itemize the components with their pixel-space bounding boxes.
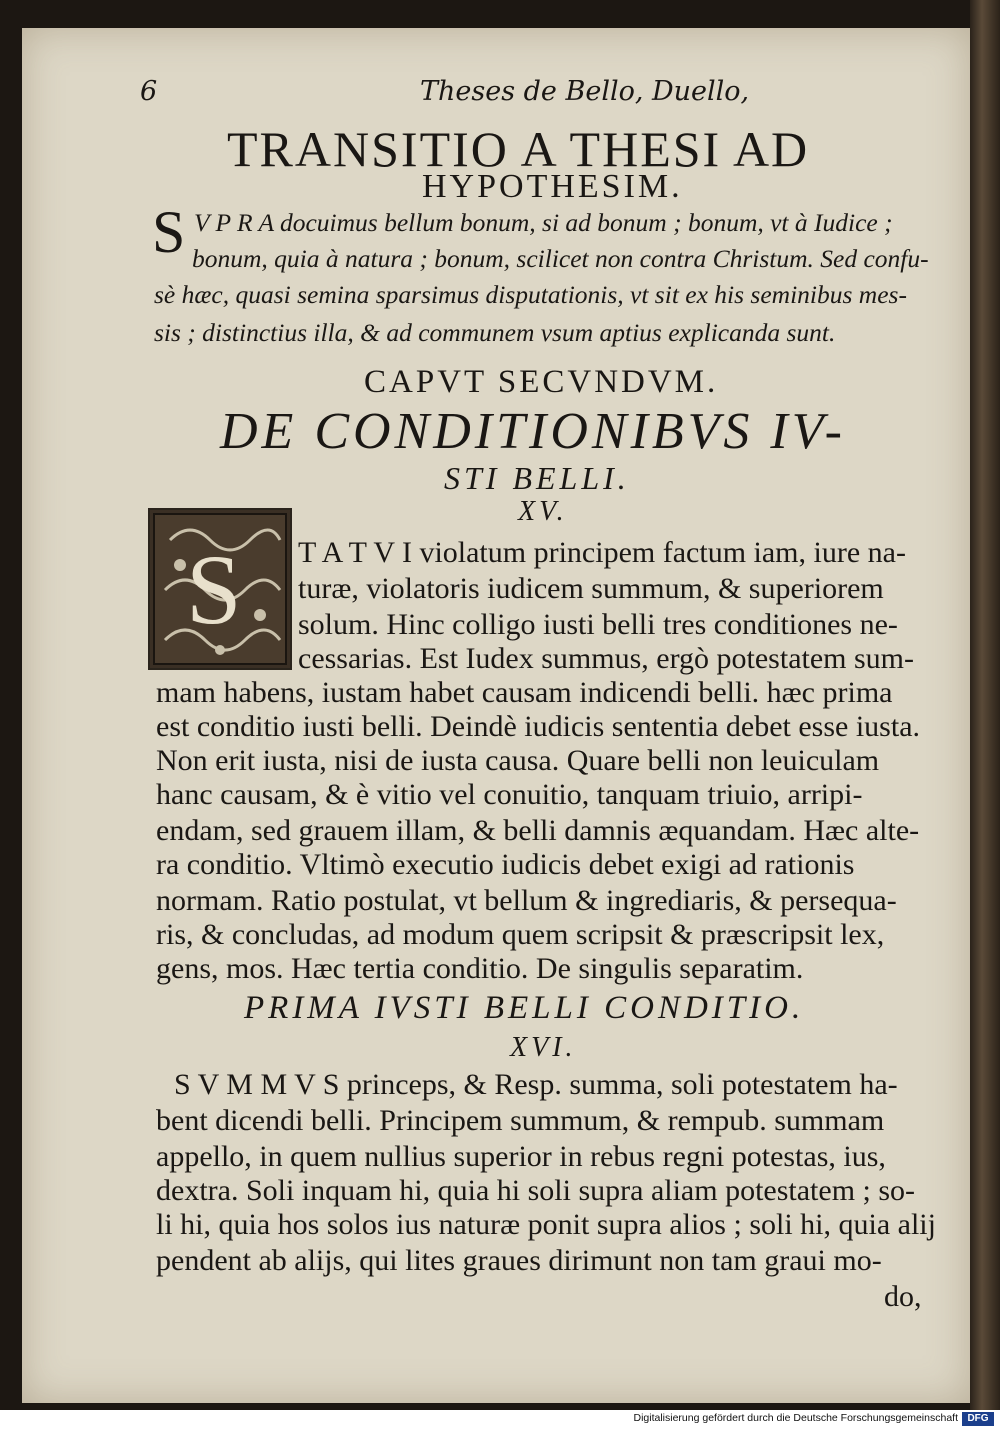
ornamental-initial-s <box>148 508 292 670</box>
running-head-title: Theses de Bello, Duello, <box>420 76 750 107</box>
ornamental-initial-letter: S <box>186 534 242 645</box>
footer-credit-text: Digitalisierung gefördert durch die Deutsche Forschungsgemeinschaft <box>633 1412 958 1424</box>
chapter-title-line2: STI BELLI. <box>444 460 630 496</box>
section-line-4: dextra. Soli inquam hi, quia hi soli supra aliam potestatem ; so- <box>156 1174 916 1207</box>
chapter-line-9: endam, sed grauem illam, & belli damnis æquandam. Hæc alte- <box>156 814 920 847</box>
chapter-line-13: gens, mos. Hæc tertia conditio. De singulis separatim. <box>156 952 804 985</box>
catchword: do, <box>884 1280 922 1313</box>
section-line-5: li hi, quia hos solos ius naturæ ponit supra alios ; soli hi, quia alij <box>156 1208 936 1241</box>
chapter-line-6: est conditio iusti belli. Deindè iudicis sententia debet esse iusta. <box>156 710 921 743</box>
book-edge <box>970 0 1000 1410</box>
transitio-line-4: sis ; distinctius illa, & ad communem vsum aptius explicanda sunt. <box>154 318 836 347</box>
digitization-footer <box>0 1410 1000 1429</box>
chapter-line-5: mam habens, iustam habet causam indicendi belli. hæc prima <box>156 676 893 709</box>
section-line-6: pendent ab alijs, qui lites graues dirimunt non tam graui mo- <box>156 1244 882 1277</box>
chapter-caput: CAPVT SECVNDVM. <box>364 364 719 400</box>
section-line-1: S V M M V S princeps, & Resp. summa, soli potestatem ha- <box>174 1068 898 1101</box>
heading-transitio-line1: TRANSITIO A THESI AD <box>227 121 810 177</box>
chapter-line-3: solum. Hinc colligo iusti belli tres conditiones ne- <box>298 608 898 641</box>
dfg-logo: DFG <box>962 1412 994 1426</box>
drop-cap-s: S <box>152 199 186 265</box>
page-number: 6 <box>140 76 158 107</box>
section-number: XVI. <box>510 1032 577 1063</box>
chapter-line-8: hanc causam, & è vitio vel conuitio, tanquam triuio, arripi- <box>156 778 863 811</box>
chapter-line-10: ra conditio. Vltimò executio iudicis debet exigi ad rationis <box>156 848 855 881</box>
transitio-line-2: bonum, quia à natura ; bonum, scilicet non contra Christum. Sed confu- <box>192 244 929 273</box>
chapter-number: XV. <box>518 496 568 527</box>
chapter-line-7: Non erit iusta, nisi de iusta causa. Quare belli non leuiculam <box>156 744 880 777</box>
heading-transitio-line2: HYPOTHESIM. <box>422 168 683 205</box>
section-title: PRIMA IVSTI BELLI CONDITIO. <box>244 990 805 1026</box>
book-page <box>22 28 970 1403</box>
transitio-line-3: sè hæc, quasi semina sparsimus disputationis, vt sit ex his seminibus mes- <box>154 280 907 309</box>
chapter-line-12: ris, & concludas, ad modum quem scripsit & præscripsit lex, <box>156 918 885 951</box>
chapter-line-2: turæ, violatoris iudicem summum, & superiorem <box>298 572 884 605</box>
chapter-line-11: normam. Ratio postulat, vt bellum & ingrediaris, & persequa- <box>156 884 897 917</box>
chapter-line-1: T A T V I violatum principem factum iam, iure na- <box>298 536 906 569</box>
section-line-3: appello, in quem nullius superior in rebus regni potestas, ius, <box>156 1140 886 1173</box>
section-line-2: bent dicendi belli. Principem summum, & rempub. summam <box>156 1104 885 1137</box>
chapter-title-line1: DE CONDITIONIBVS IV- <box>220 403 846 460</box>
chapter-line-4: cessarias. Est Iudex summus, ergò potestatem sum- <box>298 642 914 675</box>
transitio-line-1: V P R A docuimus bellum bonum, si ad bonum ; bonum, vt à Iudice ; <box>194 208 893 237</box>
